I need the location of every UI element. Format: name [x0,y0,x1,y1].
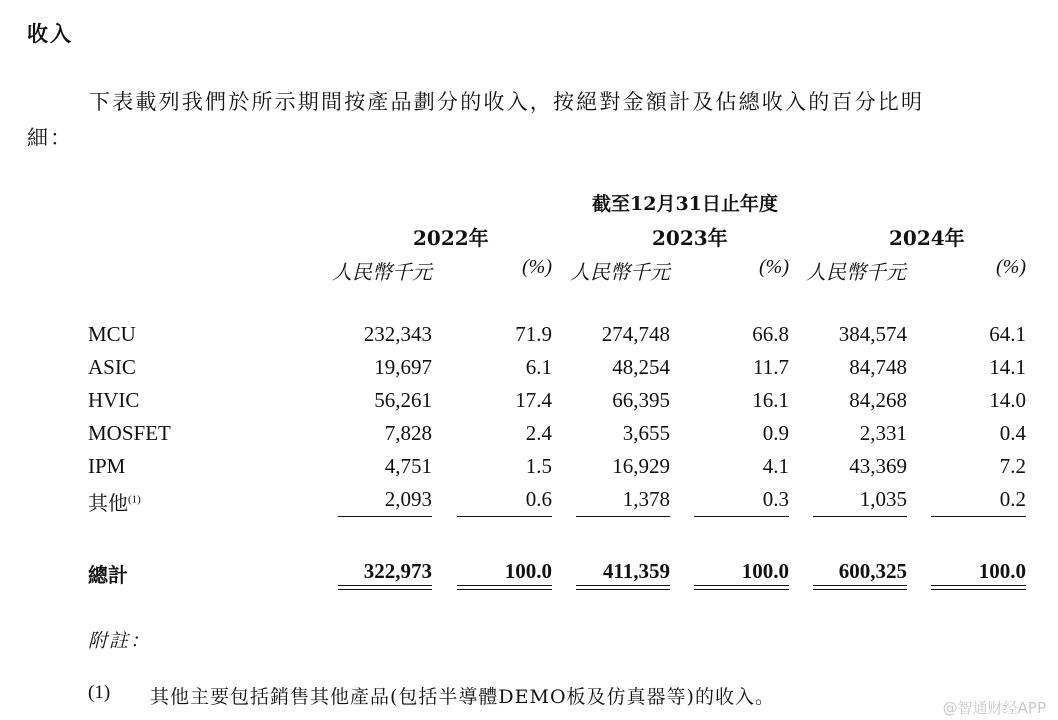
table-cell: 14.0 [989,388,1026,412]
table-cell: 11.7 [753,355,789,379]
total-cell: 411,359 [602,559,670,583]
subtotal-rule [338,516,432,517]
table-cell: 16,929 [612,454,670,478]
table-cell: 2,093 [384,487,432,511]
total-double-rule [931,585,1026,590]
table-cell: 56,261 [374,388,432,412]
table-cell: 7,828 [384,421,432,445]
table-cell: 43,369 [849,454,907,478]
table-cell: 0.4 [999,421,1026,445]
intro-line-2: 細： [27,126,73,150]
total-double-rule [694,585,789,590]
row-label-asic: ASIC [88,355,136,379]
table-cell: 64.1 [989,322,1026,346]
table-cell: 17.4 [515,388,552,412]
year-header-2023: 2023年 [652,226,728,250]
table-cell: 1,035 [859,487,907,511]
table-cell: 19,697 [374,355,432,379]
table-cell: 6.1 [525,355,552,379]
total-double-rule [576,585,670,590]
total-cell: 322,973 [363,559,432,583]
note-text: 其他主要包括銷售其他產品(包括半導體DEMO板及仿真器等)的收入。 [150,686,775,708]
unit-amount-2023: 人民幣千元 [570,260,670,284]
table-cell: 66.8 [752,322,789,346]
table-cell: 84,268 [849,388,907,412]
row-label-ipm: IPM [88,454,126,478]
section-title: 收入 [27,21,73,46]
table-cell: 232,343 [363,322,432,346]
footnote-ref-1: (1) [128,493,141,506]
total-cell: 100.0 [504,559,552,583]
table-cell: 384,574 [838,322,907,346]
unit-amount-2024: 人民幣千元 [806,260,906,284]
table-cell: 4,751 [384,454,432,478]
subtotal-rule [813,516,907,517]
table-cell: 48,254 [612,355,670,379]
table-cell: 0.3 [762,487,789,511]
year-header-2024: 2024年 [889,226,965,250]
table-cell: 1,378 [622,487,670,511]
table-cell: 0.9 [762,421,789,445]
row-label-hvic: HVIC [88,388,140,412]
table-cell: 66,395 [612,388,670,412]
table-cell: 274,748 [601,322,670,346]
table-cell: 0.2 [999,487,1026,511]
row-label-other-text: 其他 [88,491,128,515]
table-cell: 84,748 [849,355,907,379]
total-cell: 100.0 [741,559,789,583]
table-cell: 14.1 [989,355,1026,379]
table-cell: 16.1 [752,388,789,412]
total-double-rule [338,585,432,590]
table-cell: 1.5 [525,454,552,478]
subtotal-rule [931,516,1026,517]
notes-title: 附註： [88,630,152,652]
period-header: 截至12月31日止年度 [592,193,778,215]
subtotal-rule [457,516,552,517]
row-label-mcu: MCU [88,322,136,346]
subtotal-rule [694,516,789,517]
year-header-2022: 2022年 [413,226,489,250]
row-label-mosfet: MOSFET [88,421,171,445]
unit-pct-2022: (%) [522,256,552,278]
total-cell: 600,325 [838,559,907,583]
table-cell: 0.6 [525,487,552,511]
table-cell: 2.4 [525,421,552,445]
unit-pct-2024: (%) [996,256,1026,278]
subtotal-rule [576,516,670,517]
table-cell: 2,331 [859,421,907,445]
row-label-total: 總計 [88,563,128,587]
table-cell: 3,655 [622,421,670,445]
row-label-other [88,487,141,516]
intro-line-1: 下表載列我們於所示期間按產品劃分的收入，按絕對金額計及佔總收入的百分比明 [89,90,925,114]
watermark: @智通财经APP [942,699,1046,717]
total-double-rule [457,585,552,590]
table-cell: 71.9 [515,322,552,346]
table-cell: 4.1 [762,454,789,478]
total-double-rule [813,585,907,590]
note-number: (1) [88,682,111,703]
intro-paragraph [27,84,1037,156]
table-cell: 7.2 [999,454,1026,478]
unit-amount-2022: 人民幣千元 [332,260,432,284]
total-cell: 100.0 [978,559,1026,583]
unit-pct-2023: (%) [759,256,789,278]
